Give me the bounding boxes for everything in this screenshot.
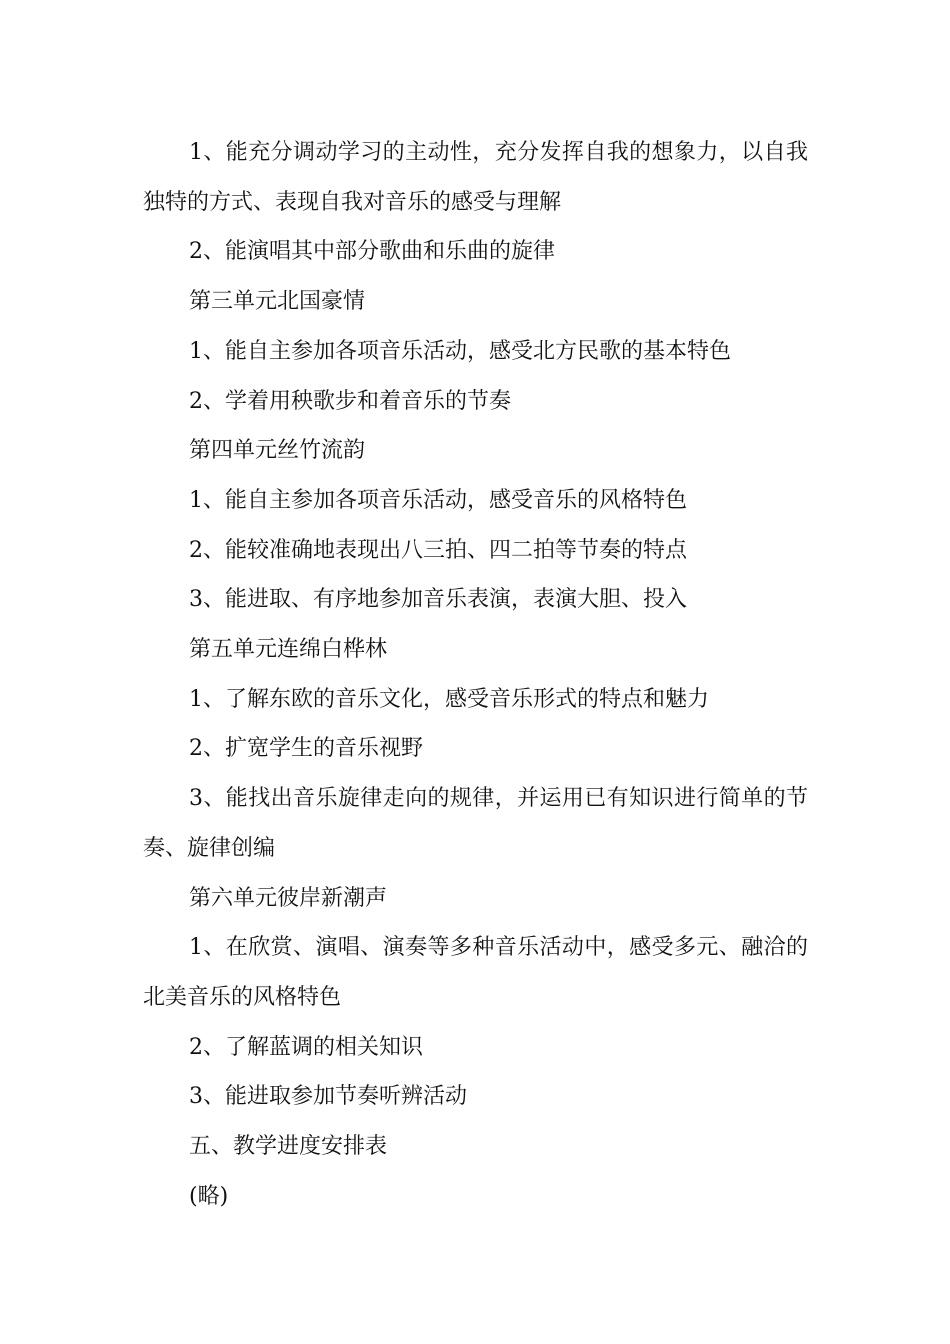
paragraph-unit3-item2: 2、学着用秧歌步和着音乐的节奏 — [189, 388, 511, 414]
unit-heading-4: 第四单元丝竹流韵 — [189, 438, 366, 464]
document-body — [143, 128, 808, 1221]
paragraph-unit6-item3: 3、能进取参加节奏听辨活动 — [189, 1084, 467, 1110]
paragraph-unit4-item3: 3、能进取、有序地参加音乐表演，表演大胆、投入 — [189, 587, 687, 613]
paragraph-objective-imagination: 1、能充分调动学习的主动性，充分发挥自我的想象力，以自我独特的方式、表现自我对音乐的感受与理解 — [143, 140, 808, 215]
paragraph-unit6-item2: 2、了解蓝调的相关知识 — [189, 1034, 423, 1060]
paragraph-unit5-item1: 1、了解东欧的音乐文化，感受音乐形式的特点和魅力 — [189, 686, 709, 712]
unit-heading-3: 第三单元北国豪情 — [189, 289, 366, 315]
section-heading-schedule: 五、教学进度安排表 — [189, 1134, 388, 1160]
unit-heading-5: 第五单元连绵白桦林 — [189, 637, 388, 663]
paragraph-omitted: (略) — [189, 1183, 229, 1209]
paragraph-unit5-item2: 2、扩宽学生的音乐视野 — [189, 736, 423, 762]
paragraph-unit4-item1: 1、能自主参加各项音乐活动，感受音乐的风格特色 — [189, 487, 687, 513]
paragraph-unit4-item2: 2、能较准确地表现出八三拍、四二拍等节奏的特点 — [189, 537, 687, 563]
unit-heading-6: 第六单元彼岸新潮声 — [189, 885, 388, 911]
paragraph-unit3-item1: 1、能自主参加各项音乐活动，感受北方民歌的基本特色 — [189, 338, 731, 364]
paragraph-objective-sing-melody: 2、能演唱其中部分歌曲和乐曲的旋律 — [189, 239, 555, 265]
paragraph-unit5-item3: 3、能找出音乐旋律走向的规律，并运用已有知识进行简单的节奏、旋律创编 — [143, 786, 808, 861]
paragraph-unit6-item1: 1、在欣赏、演唱、演奏等多种音乐活动中，感受多元、融洽的北美音乐的风格特色 — [143, 935, 808, 1010]
